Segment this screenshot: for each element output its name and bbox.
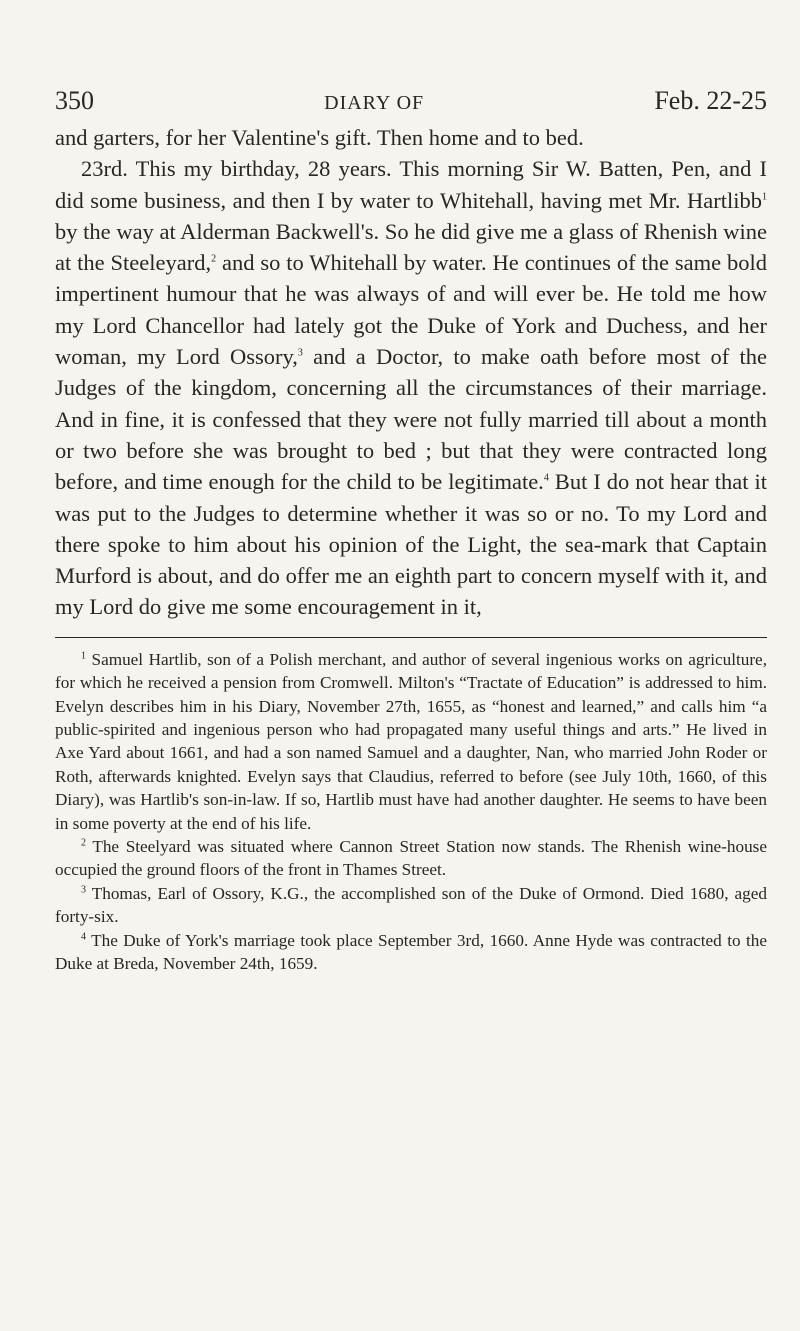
footnote-marker: 1 [81, 650, 86, 662]
footnote-marker: 3 [81, 884, 86, 896]
header-dates: Feb. 22-25 [654, 86, 767, 115]
entry-text-4: and a Doctor, to make oath before most of the Judges of the kingdom, concerning all the circumstances of their marriage. And in fine, it is confessed that they were not fully married till about a month or two before she was brought to bed ; but that they were contracted long before, and time enough for the child to be legitimate. [55, 344, 767, 495]
footnote-ref-3[interactable]: 3 [297, 347, 303, 359]
entry-text-5: But I do not hear that it was put to the Judges to determine whether it was so or no. To my Lord and there spoke to him about his opinion of the Light, the sea-mark that Captain Murford is about, and do offer me an eighth part to concern myself with it, and my Lord do give me some encouragement in it, [55, 469, 767, 620]
footnote-text: Samuel Hartlib, son of a Polish merchant, and author of several ingenious works on agriculture, for which he received a pension from Cromwell. Milton's “Tractate of Education” is addressed to him. Evelyn describes him in his Diary, November 27th, 1655, as “honest and learned,” and calls him “a public-spirited and ingenious person who had propagated many useful things and arts.” He lived in Axe Yard about 1661, and had a son named Samuel and a daughter, Nan, who married John Roder or Roth, afterwards knighted. Evelyn says that Claudius, referred to before (see July 10th, 1660, of this Diary), was Hartlib's son-in-law. If so, Hartlib must have had another daughter. He seems to have been in some poverty at the end of his life. [55, 649, 767, 833]
footnote-divider [55, 637, 767, 638]
footnote-text: Thomas, Earl of Ossory, K.G., the accomplished son of the Duke of Ormond. Died 1680, aged forty-six. [55, 883, 767, 927]
footnotes [55, 648, 767, 976]
footnote-text: The Steelyard was situated where Cannon Street Station now stands. The Rhenish wine-house occupied the ground floors of the front in Thames Street. [55, 837, 767, 880]
running-header [55, 86, 767, 116]
diary-body [55, 122, 767, 623]
footnote-ref-4[interactable]: 4 [543, 472, 549, 484]
book-page [55, 86, 767, 975]
running-title: DIARY OF [324, 92, 425, 114]
page-number: 350 [55, 86, 94, 115]
footnote-marker: 4 [81, 930, 86, 942]
footnote [55, 648, 767, 835]
continuation-paragraph: and garters, for her Valentine's gift. Then home and to bed. [55, 125, 584, 150]
footnote-ref-1[interactable]: 1 [762, 191, 767, 203]
footnote [55, 929, 767, 976]
entry-text-1: 23rd. This my birthday, 28 years. This morning Sir W. Batten, Pen, and I did some business, and then I by water to Whitehall, having met Mr. Hartlibb [55, 156, 767, 213]
footnote-marker: 2 [81, 837, 86, 849]
footnote [55, 882, 767, 929]
footnote-text: The Duke of York's marriage took place September 3rd, 1660. Anne Hyde was contracted to the Duke at Breda, November 24th, 1659. [55, 930, 767, 974]
entry-text-2: by the way at Alderman Backwell's. So he did give me a glass of Rhenish wine at the Steeleyard, [55, 218, 767, 276]
entry-text-3: and so to Whitehall by water. He continues of the same bold impertinent humour that he was always of and will ever be. He told me how my Lord Chancellor had lately got the Duke of York and Duchess, and her woman, my Lord Ossory, [55, 250, 767, 370]
footnote [55, 835, 767, 882]
entry-paragraph [55, 153, 767, 622]
footnote-ref-2[interactable]: 2 [211, 253, 217, 265]
